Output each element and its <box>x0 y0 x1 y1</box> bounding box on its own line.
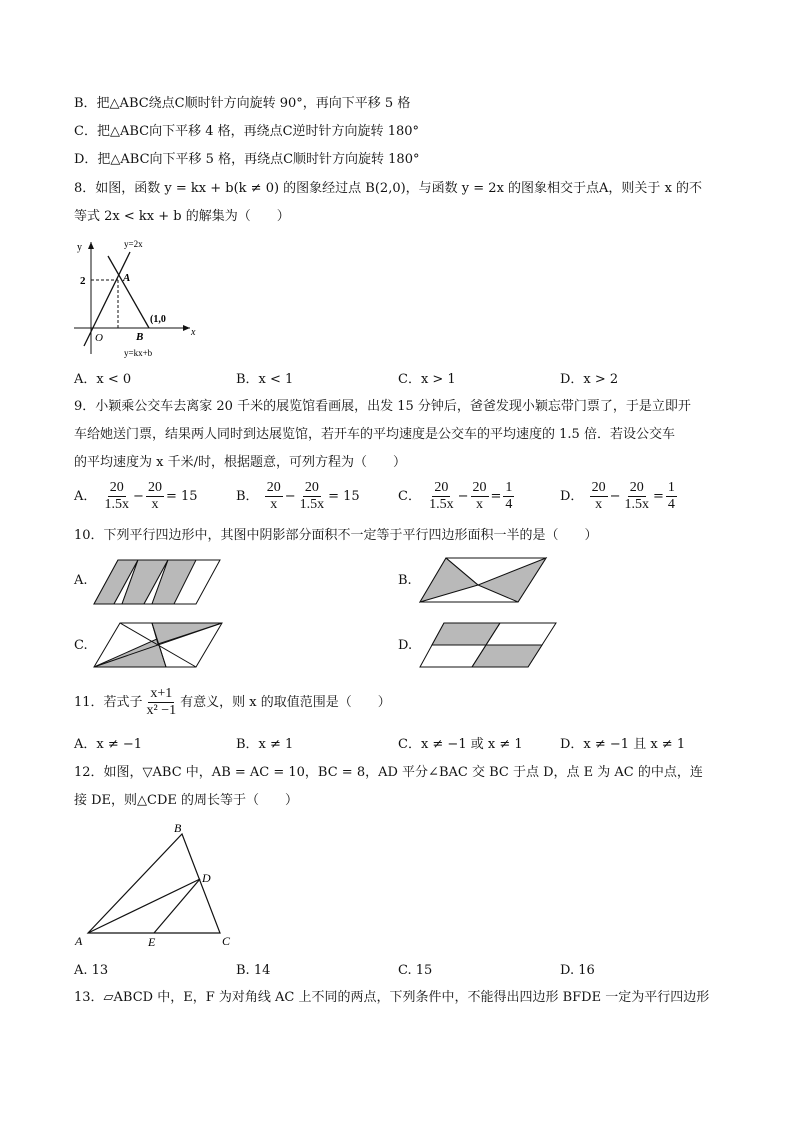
vertex-c-label: C <box>222 934 231 948</box>
q10-figure-b[interactable] <box>418 555 548 605</box>
q9-stem-line2: 车给她送门票，结果两人同时到达展览馆，若开车的平均速度是公交车的平均速度的 1.5 倍．若设公交车 <box>74 427 675 442</box>
q13-stem: 13．▱ABCD 中，E，F 为对角线 AC 上不同的两点，下列条件中，不能得出四边形 BFDE 一定为平行四边形 <box>74 990 710 1005</box>
q12-option-b[interactable]: B. 14 <box>236 963 271 978</box>
q10-option-b-label[interactable]: B. <box>398 573 412 588</box>
vertex-a-label: A <box>75 934 83 948</box>
q8-option-b[interactable]: B．x < 1 <box>236 372 294 387</box>
tick-two: 2 <box>80 275 86 287</box>
q12-option-a[interactable]: A. 13 <box>74 963 109 978</box>
q9-option-c[interactable]: C． $\frac{20}{1.5x}$ − $\frac{20}{x}$ = $\frac{1}{4}$ <box>398 480 513 512</box>
q7-option-c: C．把△ABC向下平移 4 格，再绕点C逆时针方向旋转 180° <box>74 124 420 139</box>
point-b-label: B <box>136 331 144 343</box>
q12-stem-line1: 12．如图，▽ABC 中，AB = AC = 10，BC = 8，AD 平分∠BAC 交 BC 于点 D，点 E 为 AC 的中点，连 <box>74 765 703 780</box>
q9-stem-line1: 9．小颖乘公交车去离家 20 千米的展览馆看画展，出发 15 分钟后，爸爸发现小颖忘带门票了，于是立即开 <box>74 399 691 414</box>
q12-option-d[interactable]: D. 16 <box>560 963 595 978</box>
line-y-kx-b <box>108 256 149 328</box>
q8-option-d[interactable]: D．x > 2 <box>560 372 619 387</box>
point-a-label: A <box>123 272 131 284</box>
point-e-label: E <box>148 935 156 949</box>
q10-figure-a[interactable] <box>92 557 222 607</box>
q8-stem-line2: 等式 2x < kx + b 的解集为（ ） <box>74 209 290 224</box>
q9-option-a[interactable]: A． $\frac{20}{1.5x}$ − $\frac{20}{x}$ = 15 <box>74 480 198 512</box>
q9-stem-line3: 的平均速度为 x 千米/时，根据题意，可列方程为（ ） <box>74 455 406 470</box>
q8-option-c[interactable]: C．x > 1 <box>398 372 456 387</box>
y-axis-label: y <box>77 242 82 253</box>
q7-option-d: D．把△ABC向下平移 5 格，再绕点C顺时针方向旋转 180° <box>74 152 420 167</box>
q12-option-c[interactable]: C. 15 <box>398 963 433 978</box>
point-d-label: D <box>202 871 211 885</box>
q10-option-a-label[interactable]: A. <box>74 573 88 588</box>
q8-option-a[interactable]: A．x < 0 <box>74 372 132 387</box>
label-y-2x: y=2x <box>124 239 143 249</box>
q9-option-b[interactable]: B． $\frac{20}{x}$ − $\frac{20}{1.5x}$ = 15 <box>236 480 360 512</box>
q10-option-d-label[interactable]: D. <box>398 638 413 653</box>
q11-option-a[interactable]: A．x ≠ −1 <box>74 737 143 752</box>
origin-label: O <box>95 332 103 344</box>
q10-figure-d[interactable] <box>418 620 558 670</box>
b-coordinate-label: (1,0 <box>150 314 166 325</box>
q12-triangle-figure <box>72 818 242 952</box>
q8-graph <box>66 236 196 362</box>
q11-option-d[interactable]: D．x ≠ −1 且 x ≠ 1 <box>560 737 686 752</box>
vertex-b-label: B <box>174 821 182 835</box>
q8-stem-line1: 8．如图，函数 y = kx + b(k ≠ 0) 的图象经过点 B(2,0)，与函数 y = 2x 的图象相交于点A，则关于 x 的不 <box>74 181 703 196</box>
label-y-kx-b: y=kx+b <box>124 348 153 358</box>
q10-stem: 10．下列平行四边形中，其图中阴影部分面积不一定等于平行四边形面积一半的是（ ） <box>74 528 598 543</box>
q7-option-b: B．把△ABC绕点C顺时针方向旋转 90°，再向下平移 5 格 <box>74 96 411 111</box>
q11-stem: 11．若式子 $\frac{x+1}{\text{x² −1}}$ 有意义，则 x 的取值范围是（ ） <box>74 686 391 718</box>
q11-option-b[interactable]: B．x ≠ 1 <box>236 737 294 752</box>
q10-option-c-label[interactable]: C. <box>74 638 88 653</box>
q11-option-c[interactable]: C．x ≠ −1 或 x ≠ 1 <box>398 737 523 752</box>
q9-option-d[interactable]: D． $\frac{20}{x}$ − $\frac{20}{1.5x}$ = $\frac{1}{4}$ <box>560 480 675 512</box>
q10-figure-c[interactable] <box>92 620 224 670</box>
q12-stem-line2: 接 DE，则△CDE 的周长等于（ ） <box>74 793 299 808</box>
x-axis-label: x <box>191 327 196 338</box>
